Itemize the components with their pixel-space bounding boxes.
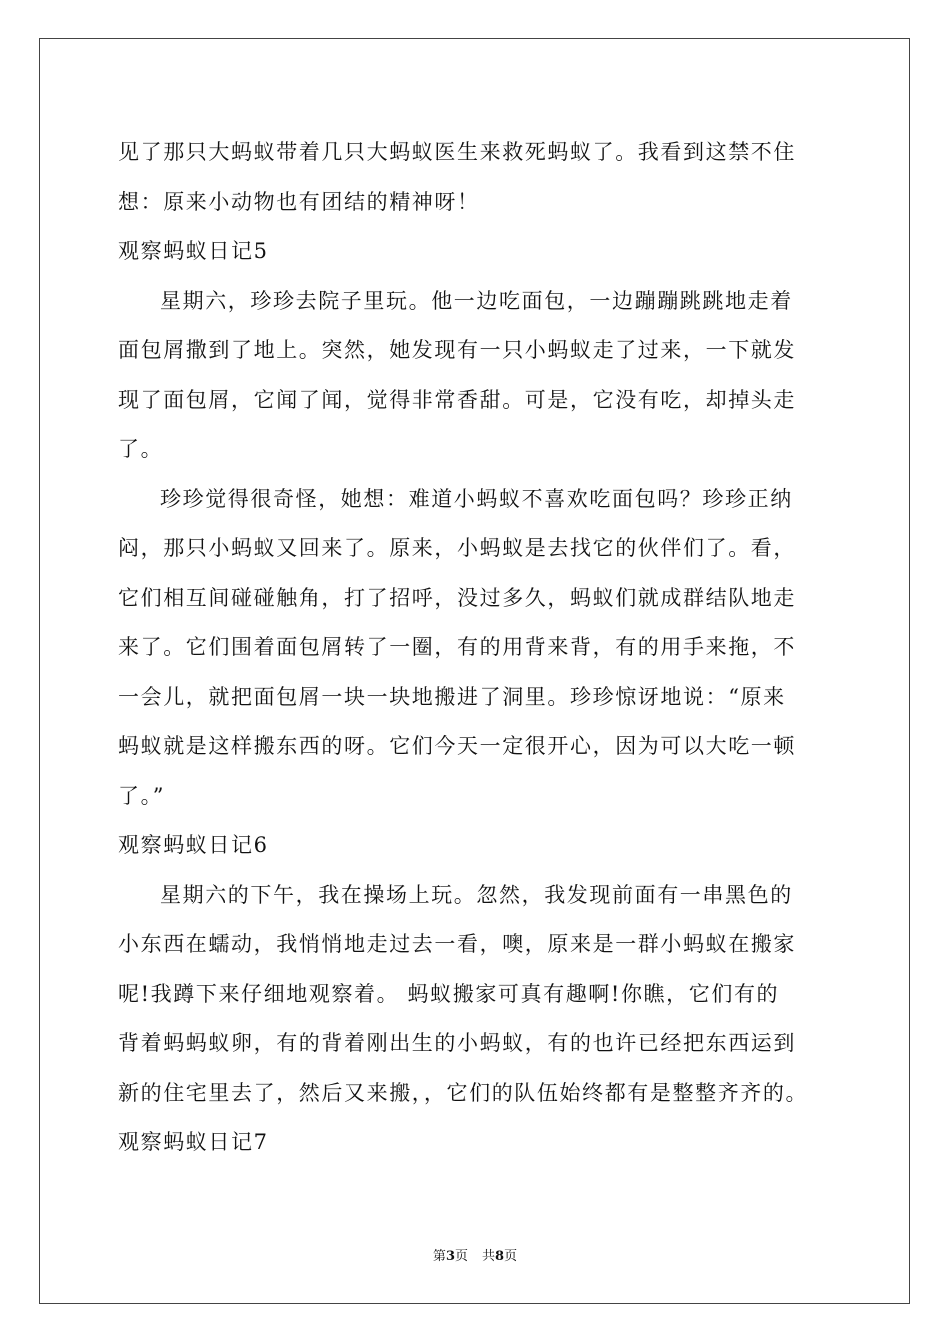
text-line: 了。” [118,783,166,808]
text-line: 它们相互间碰碰触角，打了招呼，没过多久，蚂蚁们就成群结队地走 [118,585,796,610]
text-line: 一会儿，就把面包屑一块一块地搬进了洞里。珍珍惊讶地说：“原来 [118,684,786,709]
text-line: 闷，那只小蚂蚁又回来了。原来，小蚂蚁是去找它的伙伴们了。看， [118,536,796,560]
text-line: 面包屑撒到了地上。突然，她发现有一只小蚂蚁走了过来，一下就发 [118,338,796,362]
total-page-count: 8 [495,1249,505,1264]
text-line: 想：原来小动物也有团结的精神呀！ [118,189,480,214]
text-line: 新的住宅里去了，然后又来搬，，它们的队伍始终都有是整整齐齐的。 [118,1080,809,1105]
text-line: 现了面包屑，它闻了闻，觉得非常香甜。可是，它没有吃，却掉头走 [118,387,796,412]
paragraph-start-line: 珍珍觉得很奇怪，她想：难道小蚂蚁不喜欢吃面包吗？珍珍正纳 [160,486,793,511]
text-line: 小东西在蠕动，我悄悄地走过去一看，噢，原来是一群小蚂蚁在搬家 [118,932,796,956]
page-prefix: 第 [432,1249,446,1264]
paragraph-start-line: 星期六的下午，我在操场上玩。忽然，我发现前面有一串黑色的 [160,882,793,907]
document-body [118,128,838,1168]
section-heading: 观察蚂蚁日记5 [118,239,269,263]
text-line: 见了那只大蚂蚁带着几只大蚂蚁医生来救死蚂蚁了。我看到这禁不住 [118,140,796,164]
page-suffix: 页 [454,1249,468,1264]
paragraph-start-line: 星期六，珍珍去院子里玩。他一边吃面包，一边蹦蹦跳跳地走着 [160,288,793,313]
current-page-number: 3 [445,1249,455,1264]
section-heading: 观察蚂蚁日记7 [118,1130,269,1154]
text-line: 呢!我蹲下来仔细地观察着。 蚂蚁搬家可真有趣啊!你瞧，它们有的 [118,981,780,1006]
total-suffix: 页 [504,1249,518,1264]
total-prefix: 共 [482,1249,496,1264]
text-line: 蚂蚁就是这样搬东西的呀。它们今天一定很开心，因为可以大吃一顿 [118,734,796,758]
text-line: 背着蚂蚂蚁卵，有的背着刚出生的小蚂蚁，有的也许已经把东西运到 [118,1031,796,1055]
section-heading: 观察蚂蚁日记6 [118,833,269,857]
page-number-footer [0,1245,950,1264]
text-line: 来了。它们围着面包屑转了一圈，有的用背来背，有的用手来拖，不 [118,635,796,659]
text-line: 了。 [118,437,164,461]
